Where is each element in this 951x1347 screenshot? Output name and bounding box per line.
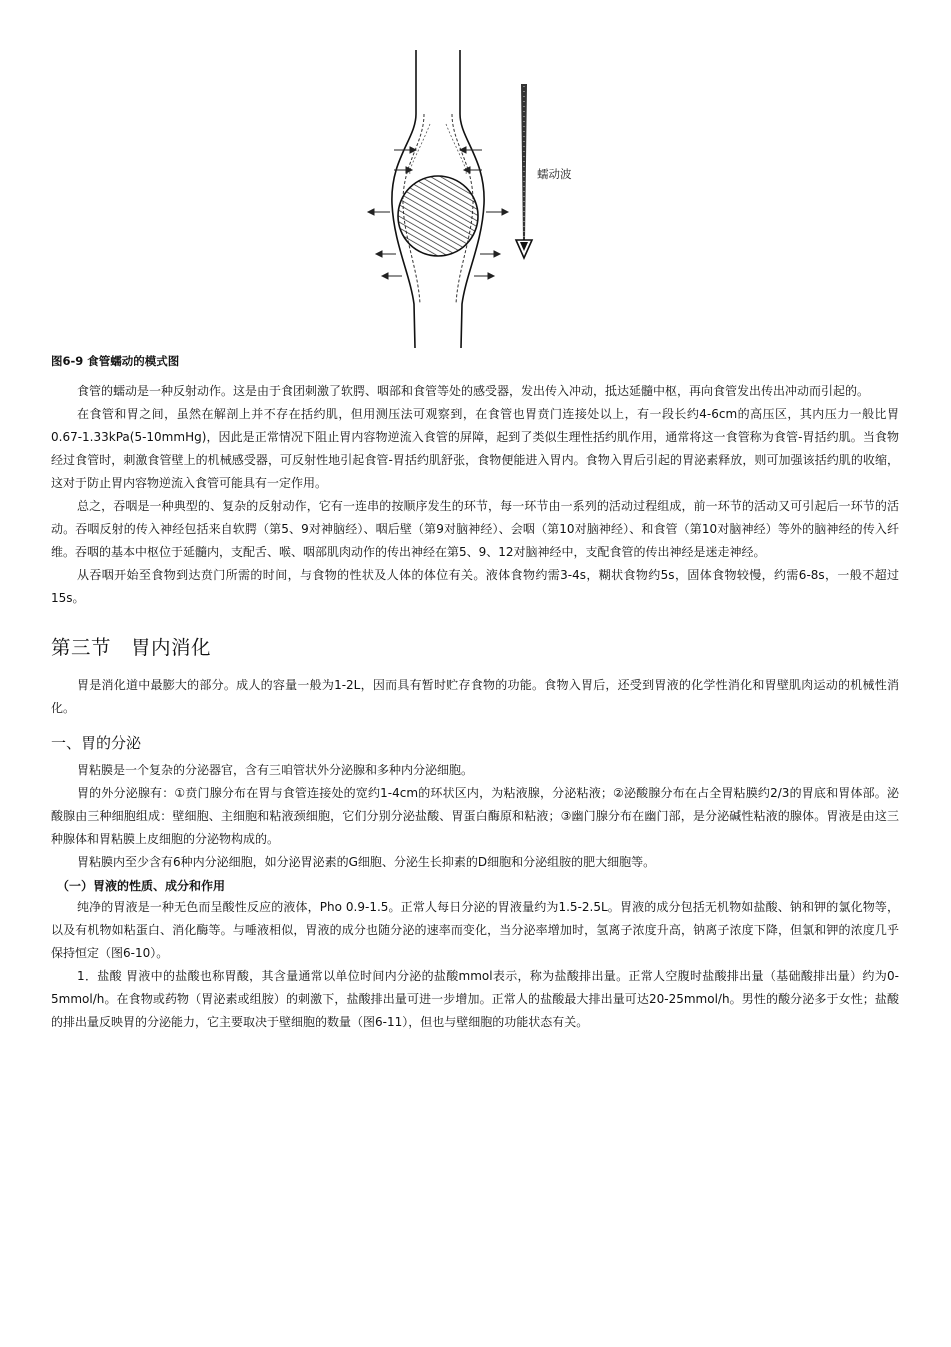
esophagus-peristalsis-figure xyxy=(340,44,600,350)
paragraph-endocrine-cells: 胃粘膜内至少含有6种内分泌细胞，如分泌胃泌素的G细胞、分泌生长抑素的D细胞和分泌组胺的肥大细胞等。 xyxy=(77,855,656,869)
page-body xyxy=(51,380,899,1034)
figure-caption: 图6-9 食管蠕动的模式图 xyxy=(51,354,180,368)
paragraph-mucosa: 胃粘膜是一个复杂的分泌器官，含有三咱管状外分泌腺和多种内分泌细胞。 xyxy=(77,763,474,777)
subsection-title: 一、胃的分泌 xyxy=(51,734,142,752)
peristalsis-diagram xyxy=(340,44,600,350)
paragraph-hydrochloric-acid: 1．盐酸 胃液中的盐酸也称胃酸，其含量通常以单位时间内分泌的盐酸mmol表示，称为盐酸排出量。正常人空腹时盐酸排出量（基础酸排出量）约为0-5mmol/h。在食物或药物（胃泌素或组胺）的刺激下，盐酸排出量可进一步增加。正常人的盐酸最大排出量可达20-25mmol/h。男性的酸分泌多于女性；盐酸的排出量反映胃的分泌能力，它主要取决于壁细胞的数量（图6-11），但也与壁细胞的功能状态有关。 xyxy=(51,969,899,1029)
paragraph-gastric-juice: 纯净的胃液是一种无色而呈酸性反应的液体，Pho 0.9-1.5。正常人每日分泌的胃液量约为1.5-2.5L。胃液的成分包括无机物如盐酸、钠和钾的氯化物等，以及有机物如粘蛋白、消化酶等。与唾液相似，胃液的成分也随分泌的速率而变化，当分泌率增加时，氢离子浓度升高，钠离子浓度下降，但氯和钾的浓度几乎保持恒定（图6-10）。 xyxy=(51,900,899,960)
food-bolus xyxy=(398,176,478,256)
paragraph-swallow-time: 从吞咽开始至食物到达贲门所需的时间，与食物的性状及人体的体位有关。液体食物约需3-4s，糊状食物约5s，固体食物较慢，约需6-8s，一般不超过15s。 xyxy=(51,568,899,605)
paragraph-stomach-intro: 胃是消化道中最膨大的部分。成人的容量一般为1-2L，因而具有暂时贮存食物的功能。食物入胃后，还受到胃液的化学性消化和胃壁肌肉运动的机械性消化。 xyxy=(51,678,899,715)
paragraph-sphincter: 在食管和胃之间，虽然在解剖上并不存在括约肌，但用测压法可观察到，在食管也胃贲门连接处以上，有一段长约4-6cm的高压区，其内压力一般比胃0.67-1.33kPa(5-10mmHg)，因此是正常情况下阻止胃内容物逆流入食管的屏障，起到了类似生理性括约肌作用，通常将这一食管称为食管-胃括约肌。当食物经过食管时，刺激食管壁上的机械感受器，可反射性地引起食管-胃括约肌舒张，食物便能进入胃内。食物入胃后引起的胃泌素释放，则可加强该括约肌的收缩，这对于防止胃内容物逆流入食管可能具有一定作用。 xyxy=(51,407,899,490)
subsubsection-title: （一）胃液的性质、成分和作用 xyxy=(57,879,226,893)
paragraph-reflex: 食管的蠕动是一种反射动作。这是由于食团刺激了软腭、咽部和食管等处的感受器，发出传入冲动，抵达延髓中枢，再向食管发出传出冲动而引起的。 xyxy=(77,384,870,398)
paragraph-swallow-reflex: 总之，吞咽是一种典型的、复杂的反射动作，它有一连串的按顺序发生的环节，每一环节由一系列的活动过程组成，前一环节的活动又可引起后一环节的活动。吞咽反射的传入神经包括来自软腭（第5、9对神脑经）、咽后壁（第9对脑神经）、会咽（第10对脑神经）、和食管（第10对脑神经）等外的脑神经的传入纤维。吞咽的基本中枢位于延髓内，支配舌、喉、咽部肌肉动作的传出神经在第5、9、12对脑神经中，支配食管的传出神经是迷走神经。 xyxy=(51,499,899,559)
paragraph-exocrine-glands: 胃的外分泌腺有：①贲门腺分布在胃与食管连接处的宽约1-4cm的环状区内，为粘液腺，分泌粘液；②泌酸腺分布在占全胃粘膜约2/3的胃底和胃体部。泌酸腺由三种细胞组成：壁细胞、主细胞和粘液颈细胞，它们分别分泌盐酸、胃蛋白酶原和粘液；③幽门腺分布在幽门部，是分泌碱性粘液的腺体。胃液是由这三种腺体和胃粘膜上皮细胞的分泌物构成的。 xyxy=(51,786,899,846)
wave-label: 蠕动波 xyxy=(537,167,572,181)
section-title: 第三节 胃内消化 xyxy=(51,636,212,659)
